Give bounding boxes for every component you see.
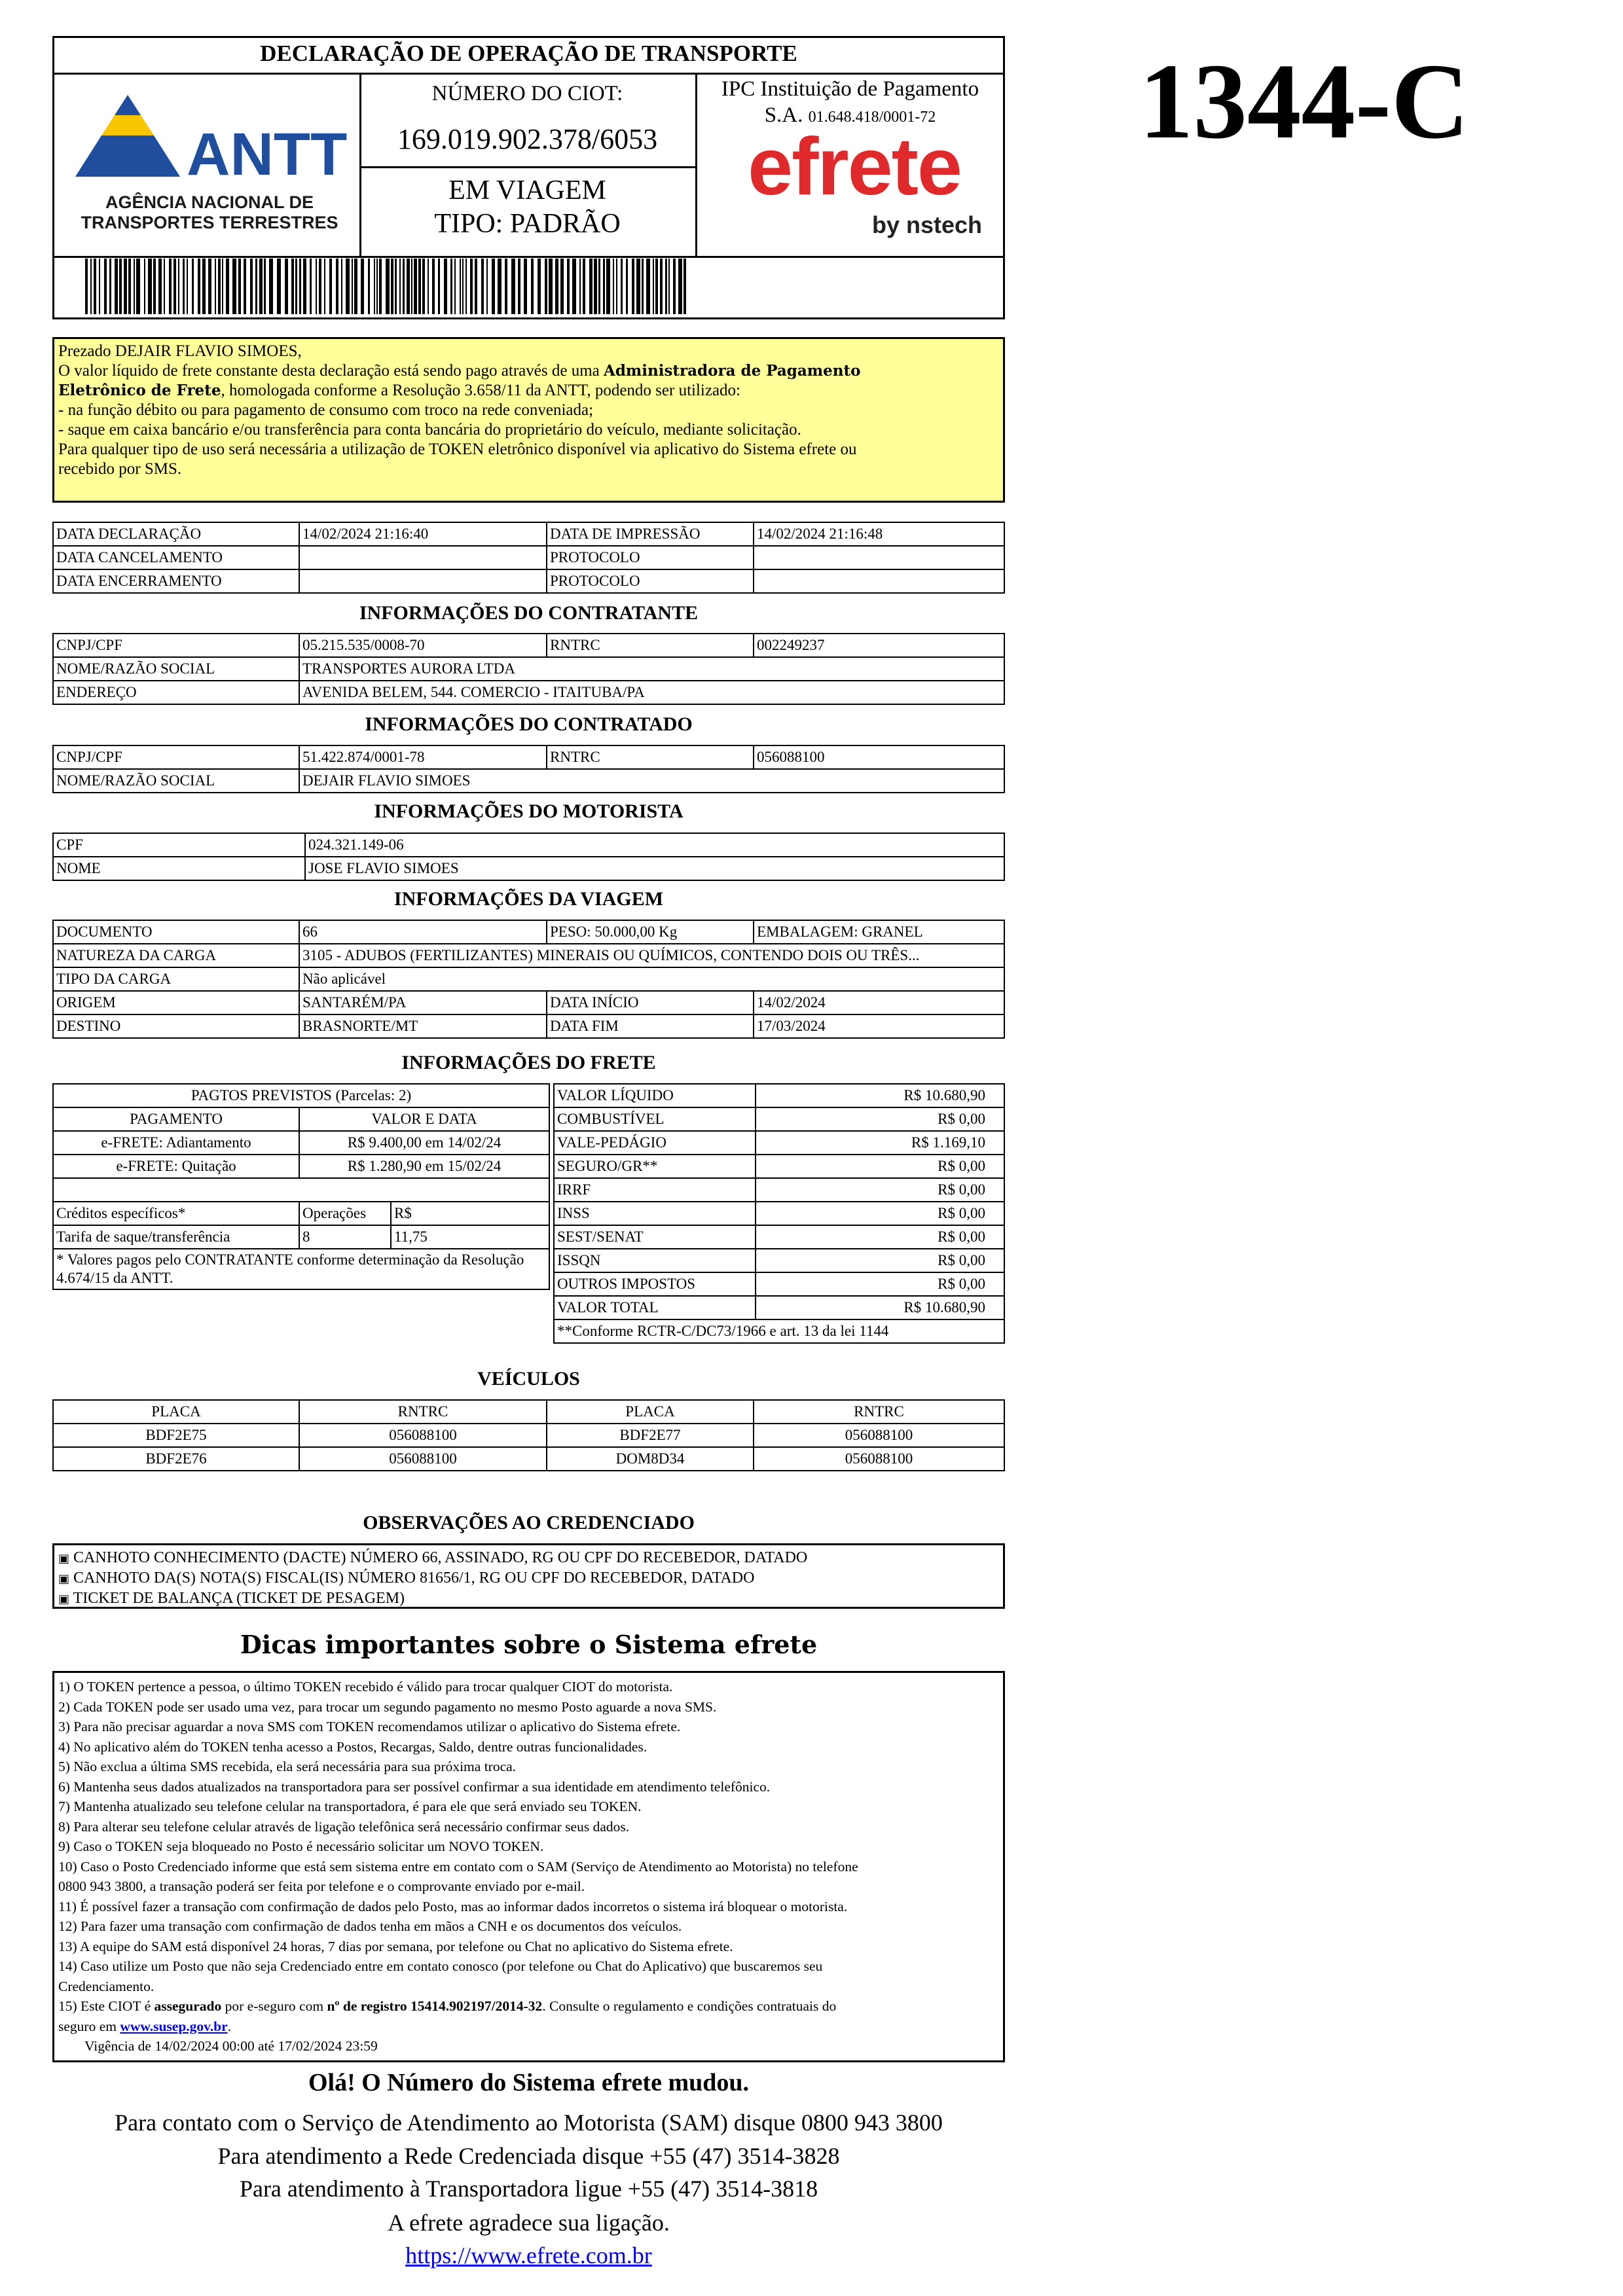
bullet-icon: ▣: [58, 1572, 70, 1585]
barcode-bar: [85, 259, 88, 314]
footer-rede: Para atendimento a Rede Credenciada disque +55 (47) 3514-3828: [217, 2143, 840, 2169]
table-row: DESTINO BRASNORTE/MT DATA FIM 17/03/2024: [53, 1014, 1004, 1038]
table-row: PAGAMENTO VALOR E DATA: [53, 1107, 549, 1131]
barcode-bar: [653, 259, 654, 314]
barcode-bar: [660, 259, 663, 314]
barcode-bar: [285, 259, 288, 314]
barcode-bar: [134, 259, 135, 314]
barcode-bar: [341, 259, 342, 314]
valores-table: [553, 1083, 1005, 1344]
footer-sam: Para contato com o Serviço de Atendimento ao Motorista (SAM) disque 0800 943 3800: [115, 2109, 943, 2136]
section-observacoes: OBSERVAÇÕES AO CREDENCIADO: [363, 1512, 695, 1534]
veiculos-table: [52, 1399, 1005, 1471]
notice-line6: Para qualquer tipo de uso será necessária a utilização de TOKEN eletrônico disponível via aplicativo do Sistema efrete ou: [58, 440, 857, 458]
bullet-icon: ▣: [58, 1552, 70, 1565]
barcode-bar: [238, 259, 241, 314]
barcode-bar: [198, 259, 200, 314]
valor-label: SEST/SENAT: [554, 1225, 756, 1249]
table-row: [554, 1131, 1004, 1155]
notice-line3: Eletrônico de Frete, homologada conforme a Resolução 3.658/11 da ANTT, podendo ser utilizado:: [58, 382, 741, 399]
barcode-bar: [454, 259, 456, 314]
section-motorista: INFORMAÇÕES DO MOTORISTA: [374, 800, 684, 822]
pagtos-table: [52, 1083, 550, 1290]
dates-table: [52, 522, 1005, 594]
contratado-table: [52, 745, 1005, 793]
barcode-bar: [414, 259, 417, 314]
bullet-icon: ▣: [58, 1592, 70, 1605]
barcode-bar: [545, 259, 547, 314]
barcode-bar: [144, 259, 145, 314]
barcode-bar: [665, 259, 667, 314]
ipc-name: IPC Instituição de Pagamento: [721, 77, 979, 101]
barcode-bar: [215, 259, 216, 314]
contratante-table: [52, 633, 1005, 705]
barcode-bar: [655, 259, 658, 314]
valor-label: VALOR LÍQUIDO: [554, 1084, 756, 1107]
barcode-bar: [277, 259, 281, 314]
barcode-bar: [470, 259, 473, 314]
barcode-bar: [208, 259, 211, 314]
barcode-bar: [264, 259, 266, 314]
barcode-bar: [572, 259, 576, 314]
table-row: DATA DECLARAÇÃO 14/02/2024 21:16:40 DATA DE IMPRESSÃO 14/02/2024 21:16:48: [53, 522, 1004, 546]
dica-item: 1) O TOKEN pertence a pessoa, o último TOKEN recebido é válido para trocar qualquer CIOT do motorista.: [58, 1679, 673, 1695]
susep-link[interactable]: www.susep.gov.br: [120, 2018, 228, 2034]
barcode-bar: [269, 259, 273, 314]
barcode-bar: [636, 259, 640, 314]
barcode-bar: [354, 259, 357, 314]
table-row: ORIGEM SANTARÉM/PA DATA INÍCIO 14/02/2024: [53, 991, 1004, 1014]
barcode-bar: [361, 259, 364, 314]
ciot-number: 169.019.902.378/6053: [397, 123, 658, 155]
barcode-bar: [492, 259, 495, 314]
dica-item: 12) Para fazer uma transação com confirmação de dados tenha em mãos a CNH e os documentos dos veículos.: [58, 1918, 682, 1934]
vigencia: Vigência de 14/02/2024 00:00 até 17/02/2024 23:59: [84, 2038, 378, 2054]
notice-greeting: Prezado DEJAIR FLAVIO SIMOES,: [58, 342, 302, 360]
barcode-bar: [259, 259, 263, 314]
barcode-bar: [136, 259, 140, 314]
valor-amount: R$ 0,00: [756, 1178, 1004, 1202]
barcode-bar: [346, 259, 350, 314]
barcode-bar: [119, 259, 122, 314]
barcode-bar: [291, 259, 294, 314]
valor-label: ISSQN: [554, 1249, 756, 1272]
table-row: [554, 1155, 1004, 1178]
barcode-bar: [299, 259, 301, 314]
barcode-bar: [202, 259, 206, 314]
barcode-bar: [594, 259, 597, 314]
barcode-bar: [226, 259, 229, 314]
table-row: e-FRETE: Quitação R$ 1.280,90 em 15/02/24: [53, 1155, 549, 1178]
barcode-bar: [148, 259, 152, 314]
barcode-bar: [376, 259, 378, 314]
valor-amount: R$ 0,00: [756, 1155, 1004, 1178]
table-row: [554, 1249, 1004, 1272]
dica-item: 13) A equipe do SAM está disponível 24 horas, 7 dias por semana, por telefone ou Chat no aplicativo do Sistema efrete.: [58, 1938, 733, 1954]
footer-thanks: A efrete agradece sua ligação.: [388, 2210, 670, 2236]
barcode-bar: [642, 259, 644, 314]
table-row: [554, 1107, 1004, 1131]
barcode-bar: [505, 259, 507, 314]
dica-item: 14) Caso utilize um Posto que não seja Credenciado entre em contato conosco (por telefone ou Chat do Aplicativo) que buscaremos seu: [58, 1958, 823, 1974]
ipc-sa: S.A.: [764, 103, 803, 127]
barcode-bar: [244, 259, 246, 314]
list-item: ▣ CANHOTO CONHECIMENTO (DACTE) NÚMERO 66, ASSINADO, RG OU CPF DO RECEBEDOR, DATADO: [58, 1549, 808, 1566]
barcode-bar: [115, 259, 118, 314]
antt-agency-line1: AGÊNCIA NACIONAL DE: [105, 192, 314, 212]
barcode-bar: [94, 259, 96, 314]
barcode-bar: [418, 259, 421, 314]
barcode-bar: [164, 259, 165, 314]
table-row: NOME/RAZÃO SOCIAL DEJAIR FLAVIO SIMOES: [53, 769, 1004, 793]
valor-label: OUTROS IMPOSTOS: [554, 1272, 756, 1296]
table-row: DATA ENCERRAMENTO PROTOCOLO: [53, 569, 1004, 593]
valor-label: VALOR TOTAL: [554, 1296, 756, 1319]
list-item: ▣ TICKET DE BALANÇA (TICKET DE PESAGEM): [58, 1590, 405, 1607]
barcode-bar: [109, 259, 111, 314]
barcode-bar: [678, 259, 682, 314]
barcode-bar: [684, 259, 686, 314]
barcode-bar: [538, 259, 541, 314]
barcode-bar: [407, 259, 410, 314]
barcode-bar: [475, 259, 477, 314]
dica-item: 0800 943 3800, a transação poderá ser feita por telefone e o comprovante enviado por e-mail.: [58, 1878, 585, 1894]
barcode-bar: [173, 259, 176, 314]
barcode-bar: [486, 259, 488, 314]
barcode: [85, 259, 694, 314]
footer-headline: Olá! O Número do Sistema efrete mudou.: [308, 2069, 750, 2096]
table-row: CNPJ/CPF 51.422.874/0001-78 RNTRC 056088100: [53, 745, 1004, 769]
barcode-bar: [99, 259, 100, 314]
barcode-bar: [589, 259, 593, 314]
barcode-bar: [438, 259, 440, 314]
barcode-bar: [391, 259, 393, 314]
payment-notice: [52, 337, 1005, 503]
dica-item: 10) Caso o Posto Credenciado informe que está sem sistema entre em contato com o SAM (Serviço de Atendimento ao Motorista) no telefone: [58, 1858, 858, 1874]
barcode-bar: [616, 259, 617, 314]
valor-amount: R$ 0,00: [756, 1272, 1004, 1296]
table-row: TIPO DA CARGA Não aplicável: [53, 967, 1004, 991]
barcode-bar: [462, 259, 464, 314]
barcode-bar: [632, 259, 634, 314]
barcode-bar: [232, 259, 236, 314]
dica-item: 3) Para não precisar aguardar a nova SMS com TOKEN recomendamos utilizar o aplicativo do Sistema efrete.: [58, 1719, 681, 1734]
table-row: [554, 1202, 1004, 1225]
table-row: [554, 1225, 1004, 1249]
dica-item: 5) Não exclua a última SMS recebida, ela será necessária para sua próxima troca.: [58, 1759, 517, 1774]
valor-label: INSS: [554, 1202, 756, 1225]
table-row: [53, 1178, 549, 1202]
barcode-bar: [603, 259, 605, 314]
table-row: DOCUMENTO 66 PESO: 50.000,00 Kg EMBALAGEM: GRANEL: [53, 920, 1004, 944]
barcode-bar: [324, 259, 325, 314]
barcode-bar: [310, 259, 312, 314]
dica-item: Credenciamento.: [58, 1978, 155, 1994]
section-veiculos: VEÍCULOS: [477, 1368, 580, 1390]
table-row: PLACA RNTRC PLACA RNTRC: [53, 1400, 1004, 1424]
barcode-bar: [352, 259, 353, 314]
barcode-bar: [169, 259, 172, 314]
barcode-bar: [336, 259, 338, 314]
table-row: NATUREZA DA CARGA 3105 - ADUBOS (FERTILIZANTES) MINERAIS OU QUÍMICOS, CONTENDO DOIS OU TRÊS...: [53, 944, 1004, 967]
motorista-table: [52, 833, 1005, 881]
barcode-bar: [613, 259, 614, 314]
barcode-bar: [621, 259, 623, 314]
dica-item: 7) Mantenha atualizado seu telefone celular na transportadora, é para ele que será enviado seu TOKEN.: [58, 1799, 642, 1814]
valor-label: VALE-PEDÁGIO: [554, 1131, 756, 1155]
valor-label: COMBUSTÍVEL: [554, 1107, 756, 1131]
section-frete: INFORMAÇÕES DO FRETE: [401, 1052, 656, 1073]
table-row: [554, 1296, 1004, 1319]
dica-item: 8) Para alterar seu telefone celular através de ligação telefônica será necessário confirmar seus dados.: [58, 1818, 630, 1835]
dica-item: 2) Cada TOKEN pode ser usado uma vez, para trocar um segundo pagamento no mesmo Posto aguarde a nova SMS.: [58, 1698, 717, 1715]
table-row: e-FRETE: Adiantamento R$ 9.400,00 em 14/02/24: [53, 1131, 549, 1155]
dica-item: 9) Caso o TOKEN seja bloqueado no Posto é necessário solicitar um NOVO TOKEN.: [58, 1839, 544, 1854]
section-contratante: INFORMAÇÕES DO CONTRATANTE: [359, 602, 699, 624]
observacoes-box: [52, 1543, 1005, 1609]
dica-item: 4) No aplicativo além do TOKEN tenha acesso a Postos, Recargas, Saldo, dentre outras funcionalidades.: [58, 1738, 647, 1755]
barcode-bar: [460, 259, 461, 314]
barcode-bar: [646, 259, 650, 314]
barcode-bar: [579, 259, 581, 314]
barcode-bar: [606, 259, 610, 314]
barcode-bar: [395, 259, 397, 314]
table-row: CNPJ/CPF 05.215.535/0008-70 RNTRC 002249237: [53, 634, 1004, 657]
barcode-bar: [444, 259, 447, 314]
document-code: 1344-C: [1139, 41, 1470, 161]
barcode-bar: [128, 259, 131, 314]
nstech-logo: by nstech: [871, 211, 982, 238]
table-row: BDF2E76 056088100 DOM8D34 056088100: [53, 1447, 1004, 1471]
barcode-bar: [598, 259, 600, 314]
table-row: Tarifa de saque/transferência 8 11,75: [53, 1225, 549, 1249]
table-row: DATA CANCELAMENTO PROTOCOLO: [53, 546, 1004, 569]
section-contratado: INFORMAÇÕES DO CONTRATADO: [365, 713, 693, 735]
barcode-bar: [626, 259, 628, 314]
table-row: [554, 1178, 1004, 1202]
barcode-bar: [192, 259, 194, 314]
ciot-label: NÚMERO DO CIOT:: [431, 82, 623, 105]
table-row: PAGTOS PREVISTOS (Parcelas: 2): [53, 1084, 549, 1107]
barcode-bar: [374, 259, 375, 314]
table-row: * Valores pagos pelo CONTRATANTE conforme determinação da Resolução 4.674/15 da ANTT.: [53, 1249, 549, 1289]
efrete-website-link[interactable]: https://www.efrete.com.br: [405, 2242, 652, 2269]
dicas-box: [52, 1671, 1005, 2062]
barcode-bar: [432, 259, 435, 314]
barcode-bar: [560, 259, 564, 314]
barcode-bar: [158, 259, 162, 314]
barcode-bar: [403, 259, 405, 314]
valor-label: SEGURO/GR**: [554, 1155, 756, 1178]
valor-amount: R$ 0,00: [756, 1107, 1004, 1131]
notice-line5: - saque em caixa bancário e/ou transferência para conta bancária do proprietário do veículo, mediante solicitação.: [58, 421, 801, 439]
dica-15: 15) Este CIOT é assegurado por e-seguro com nº de registro 15414.902197/2014-32. Consulte o regulamento e condições contratuais do: [58, 1998, 837, 2014]
barcode-bar: [465, 259, 467, 314]
barcode-bar: [518, 259, 520, 314]
valor-amount: R$ 0,00: [756, 1202, 1004, 1225]
efrete-logo: efrete: [748, 122, 961, 212]
valor-amount: R$ 0,00: [756, 1249, 1004, 1272]
valor-amount: R$ 10.680,90: [756, 1084, 1004, 1107]
barcode-bar: [218, 259, 221, 314]
barcode-bar: [673, 259, 676, 314]
antt-triangle-icon: [72, 88, 347, 187]
barcode-bar: [90, 259, 92, 314]
list-item: ▣ CANHOTO DA(S) NOTA(S) FISCAL(IS) NÚMERO 81656/1, RG OU CPF DO RECEBEDOR, DATADO: [58, 1570, 755, 1587]
barcode-bar: [481, 259, 484, 314]
barcode-bar: [153, 259, 156, 314]
barcode-bar: [303, 259, 306, 314]
barcode-bar: [295, 259, 297, 314]
barcode-bar: [124, 259, 127, 314]
table-row: CPF 024.321.149-06: [53, 833, 1004, 857]
barcode-bar: [187, 259, 188, 314]
barcode-bar: [668, 259, 670, 314]
notice-line4: - na função débito ou para pagamento de consumo com troco na rede conveniada;: [58, 401, 594, 419]
barcode-bar: [411, 259, 412, 314]
barcode-bar: [316, 259, 317, 314]
dica-item: 11) É possível fazer a transação com confirmação de dados pelo Posto, mas ao informar dados incorretos o sistema irá bloquear o motorista.: [58, 1898, 848, 1914]
antt-agency-line2: TRANSPORTES TERRESTRES: [81, 213, 338, 232]
dica-item: 6) Mantenha seus dados atualizados na transportadora para ser possível confirmar a sua identidade em atendimento telefônico.: [58, 1778, 771, 1795]
viagem-table: [52, 920, 1005, 1039]
barcode-bar: [524, 259, 527, 314]
barcode-bar: [104, 259, 107, 314]
section-viagem: INFORMAÇÕES DA VIAGEM: [393, 888, 664, 910]
barcode-bar: [555, 259, 558, 314]
ciot-status: EM VIAGEM: [448, 175, 606, 206]
antt-logo: [72, 88, 347, 245]
valor-amount: R$ 0,00: [756, 1225, 1004, 1249]
barcode-bar: [250, 259, 253, 314]
barcode-bar: [498, 259, 501, 314]
footer-transportadora: Para atendimento à Transportadora ligue +55 (47) 3514-3818: [239, 2176, 818, 2202]
barcode-bar: [386, 259, 390, 314]
table-row: **Conforme RCTR-C/DC73/1966 e art. 13 da lei 1144: [554, 1319, 1004, 1343]
barcode-bar: [255, 259, 257, 314]
antt-wordmark: ANTT: [187, 121, 347, 187]
barcode-bar: [319, 259, 321, 314]
barcode-bar: [379, 259, 382, 314]
ipc-cnpj: 01.648.418/0001-72: [808, 109, 936, 126]
barcode-bar: [549, 259, 553, 314]
barcode-bar: [399, 259, 401, 314]
dica-15-cont: seguro em www.susep.gov.br.: [58, 2018, 231, 2034]
valor-label: IRRF: [554, 1178, 756, 1202]
notice-line2: O valor líquido de frete constante desta declaração está sendo pago através de uma Administradora de Pagamento: [58, 362, 861, 380]
table-row: ENDEREÇO AVENIDA BELEM, 544. COMERCIO - ITAITUBA/PA: [53, 681, 1004, 704]
barcode-bar: [183, 259, 185, 314]
ciot-type: TIPO: PADRÃO: [434, 209, 621, 239]
table-row: Créditos específicos* Operações R$: [53, 1202, 549, 1225]
table-row: [554, 1272, 1004, 1296]
barcode-bar: [511, 259, 515, 314]
notice-line7: recebido por SMS.: [58, 460, 182, 478]
barcode-bar: [329, 259, 332, 314]
table-row: BDF2E75 056088100 BDF2E77 056088100: [53, 1424, 1004, 1447]
barcode-bar: [567, 259, 570, 314]
document-title: DECLARAÇÃO DE OPERAÇÃO DE TRANSPORTE: [260, 41, 797, 66]
barcode-bar: [428, 259, 429, 314]
barcode-bar: [368, 259, 370, 314]
valor-amount: R$ 10.680,90: [756, 1296, 1004, 1319]
table-row: NOME JOSE FLAVIO SIMOES: [53, 857, 1004, 880]
barcode-bar: [531, 259, 534, 314]
barcode-bar: [178, 259, 179, 314]
valor-amount: R$ 1.169,10: [756, 1131, 1004, 1155]
barcode-bar: [450, 259, 452, 314]
barcode-bar: [583, 259, 585, 314]
dicas-title: Dicas importantes sobre o Sistema efrete: [240, 1630, 818, 1659]
barcode-bars: [85, 259, 694, 314]
barcode-bar: [422, 259, 425, 314]
barcode-bar: [222, 259, 223, 314]
table-row: NOME/RAZÃO SOCIAL TRANSPORTES AURORA LTDA: [53, 657, 1004, 681]
table-row: [554, 1084, 1004, 1107]
